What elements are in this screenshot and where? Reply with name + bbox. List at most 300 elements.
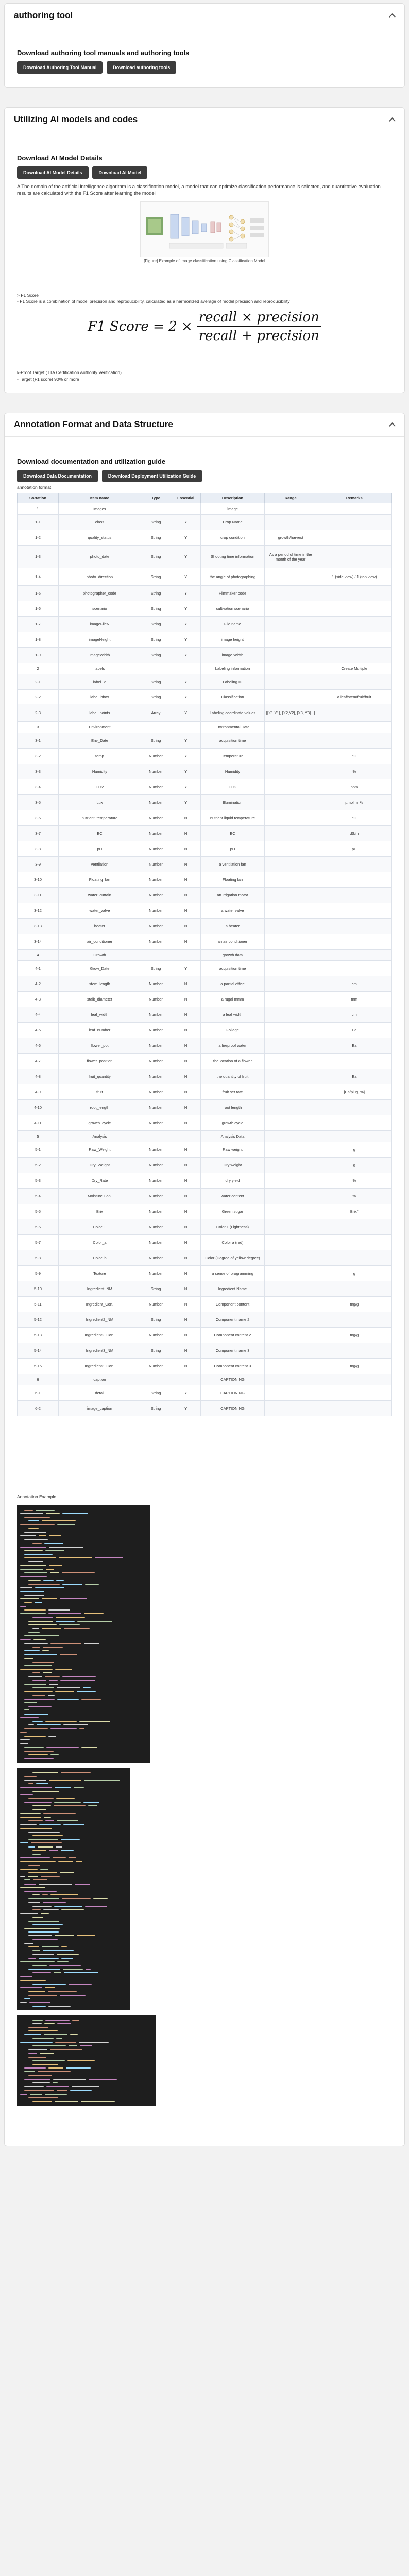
code-line-mark xyxy=(59,1557,93,1558)
table-cell: Component content 3 xyxy=(201,1359,265,1374)
code-line-mark xyxy=(20,1513,43,1514)
table-cell: Number xyxy=(141,810,171,826)
code-line-mark xyxy=(20,1547,46,1548)
table-cell: Labeling information xyxy=(201,663,265,674)
code-line-mark xyxy=(28,1865,40,1866)
code-line-mark xyxy=(54,1906,82,1907)
table-cell: a ventilation fan xyxy=(201,857,265,872)
table-cell: Ea xyxy=(317,1069,391,1084)
table-cell: 1-3 xyxy=(18,546,59,568)
table-cell: Color L (Lightness) xyxy=(201,1219,265,1235)
table-cell: String xyxy=(141,530,171,546)
table-cell: N xyxy=(171,903,201,919)
table-cell xyxy=(264,601,317,617)
table-cell: 3-5 xyxy=(18,795,59,810)
table-cell: Number xyxy=(141,888,171,903)
download-data-doc-button[interactable]: Download Data Documentation xyxy=(17,470,98,482)
table-cell xyxy=(264,1173,317,1189)
table-cell: String xyxy=(141,586,171,601)
code-line-mark xyxy=(49,1684,58,1685)
table-cell: leaf_width xyxy=(58,1007,141,1023)
table-cell xyxy=(264,764,317,779)
code-line-mark xyxy=(77,1691,95,1692)
code-line-mark xyxy=(55,1787,71,1788)
table-cell xyxy=(317,934,391,950)
annotation-example-image-1 xyxy=(17,1505,150,1763)
table-cell xyxy=(264,919,317,934)
table-cell xyxy=(264,1158,317,1173)
table-cell: Ingredient_NM xyxy=(58,1281,141,1297)
code-line-mark xyxy=(46,1747,79,1748)
table-cell: mg/g xyxy=(317,1359,391,1374)
code-line-mark xyxy=(56,1621,74,1622)
code-line-mark xyxy=(20,1987,42,1988)
table-cell: Y xyxy=(171,1401,201,1416)
table-row xyxy=(18,1328,392,1343)
table-cell: N xyxy=(171,841,201,857)
classification-figure xyxy=(140,201,269,257)
code-line-mark xyxy=(46,1513,60,1514)
code-line-mark xyxy=(56,2038,62,2039)
code-line-mark xyxy=(81,2101,115,2102)
table-cell xyxy=(171,1374,201,1385)
table-cell: String xyxy=(141,546,171,568)
table-cell: Y xyxy=(171,601,201,617)
code-line-mark xyxy=(28,2030,58,2031)
table-cell: Number xyxy=(141,1266,171,1281)
code-line-mark xyxy=(41,1913,49,1914)
code-line-mark xyxy=(39,1535,46,1536)
table-cell xyxy=(264,857,317,872)
table-cell: Raw weight xyxy=(201,1142,265,1158)
table-cell xyxy=(317,1219,391,1235)
table-cell xyxy=(264,1281,317,1297)
code-line-mark xyxy=(43,1672,52,1673)
table-cell xyxy=(317,601,391,617)
table-cell: µmol m⁻²s xyxy=(317,795,391,810)
table-cell: Y xyxy=(171,764,201,779)
code-line-mark xyxy=(20,1606,26,1607)
table-cell xyxy=(264,1054,317,1069)
table-cell: 3-11 xyxy=(18,888,59,903)
table-cell: Number xyxy=(141,1219,171,1235)
code-line-mark xyxy=(42,1946,59,1947)
code-line-mark xyxy=(50,1643,81,1644)
table-cell: growth cycle xyxy=(201,1115,265,1131)
table-cell: mg/g xyxy=(317,1297,391,1312)
table-cell: 5-1 xyxy=(18,1142,59,1158)
table-cell: Humidity xyxy=(58,764,141,779)
table-cell xyxy=(264,749,317,764)
code-line-mark xyxy=(24,1635,59,1636)
table-row xyxy=(18,674,392,690)
code-line-mark xyxy=(32,1809,46,1810)
code-line-mark xyxy=(95,1557,123,1558)
code-line-mark xyxy=(20,1639,31,1640)
table-cell xyxy=(317,872,391,888)
download-tools-button[interactable]: Download authoring tools xyxy=(107,61,176,74)
table-cell: CO2 xyxy=(58,779,141,795)
table-row xyxy=(18,1158,392,1173)
code-line-mark xyxy=(24,1572,47,1573)
code-line-mark xyxy=(70,2034,78,2035)
table-row xyxy=(18,826,392,841)
code-line-mark xyxy=(56,1798,75,1799)
code-line-mark xyxy=(20,1976,32,1977)
code-line-mark xyxy=(69,1857,76,1858)
code-line-mark xyxy=(28,1632,40,1633)
section-title: Utilizing AI models and codes xyxy=(14,114,138,124)
table-cell: String xyxy=(141,568,171,586)
code-line-mark xyxy=(86,1969,91,1970)
table-cell: N xyxy=(171,857,201,872)
table-cell: Temperature xyxy=(201,749,265,764)
code-line-mark xyxy=(85,1584,99,1585)
code-line-mark xyxy=(80,2045,92,2046)
download-model-button[interactable]: Download AI Model xyxy=(92,166,147,179)
table-cell: 3-13 xyxy=(18,919,59,934)
table-cell: acquisition time xyxy=(201,961,265,976)
code-line-mark xyxy=(24,1539,48,1540)
table-cell xyxy=(317,733,391,749)
code-line-mark xyxy=(32,1909,41,1910)
table-row xyxy=(18,1385,392,1401)
code-line-mark xyxy=(28,1580,41,1581)
table-cell: 5-9 xyxy=(18,1266,59,1281)
code-line-mark xyxy=(28,1520,39,1521)
table-cell: Number xyxy=(141,1173,171,1189)
table-cell: Grow_Date xyxy=(58,961,141,976)
table-row xyxy=(18,779,392,795)
code-line-mark xyxy=(93,1898,108,1899)
table-cell: Y xyxy=(171,530,201,546)
table-cell: 5-7 xyxy=(18,1235,59,1250)
code-line-mark xyxy=(28,1969,60,1970)
table-cell xyxy=(317,722,391,733)
table-cell: Brix° xyxy=(317,1204,391,1219)
table-cell xyxy=(264,1115,317,1131)
table-cell: cultivation scenario xyxy=(201,601,265,617)
table-cell xyxy=(264,690,317,704)
code-line-mark xyxy=(85,1906,107,1907)
code-line-mark xyxy=(49,1850,58,1851)
code-line-mark xyxy=(49,1680,58,1681)
code-line-mark xyxy=(32,1939,58,1940)
table-cell: Y xyxy=(171,733,201,749)
table-cell: 2-3 xyxy=(18,704,59,722)
code-line-mark xyxy=(24,1557,56,1558)
table-cell: N xyxy=(171,1189,201,1204)
table-cell: 3 xyxy=(18,722,59,733)
table-cell: air_conditioner xyxy=(58,934,141,950)
table-cell: root_length xyxy=(58,1100,141,1115)
table-cell: Lux xyxy=(58,795,141,810)
code-line-mark xyxy=(48,1991,76,1992)
code-line-mark xyxy=(58,1861,73,1862)
table-cell: ventilation xyxy=(58,857,141,872)
table-cell: String xyxy=(141,1281,171,1297)
table-cell: 2 xyxy=(18,663,59,674)
table-cell: Env_Date xyxy=(58,733,141,749)
table-row xyxy=(18,546,392,568)
download-tool-manual-button[interactable]: Download Authoring Tool Manual xyxy=(17,61,103,74)
code-line-mark xyxy=(20,1980,46,1981)
table-cell: dS/m xyxy=(317,826,391,841)
table-cell: Component content 2 xyxy=(201,1328,265,1343)
table-cell: EC xyxy=(201,826,265,841)
code-line-mark xyxy=(57,1820,79,1821)
code-line-mark xyxy=(20,1857,50,1858)
table-cell: water_valve xyxy=(58,903,141,919)
table-cell xyxy=(317,1054,391,1069)
table-cell: String xyxy=(141,648,171,663)
table-row xyxy=(18,503,392,515)
table-cell: Number xyxy=(141,795,171,810)
table-cell xyxy=(317,919,391,934)
table-cell: 5-10 xyxy=(18,1281,59,1297)
code-line-mark xyxy=(32,1662,54,1663)
table-cell: N xyxy=(171,1100,201,1115)
code-line-mark xyxy=(43,1950,74,1951)
code-line-mark xyxy=(33,1879,47,1880)
code-line-mark xyxy=(28,1872,57,1873)
code-line-mark xyxy=(28,2049,47,2050)
table-cell: N xyxy=(171,934,201,950)
table-cell: Number xyxy=(141,976,171,992)
table-cell xyxy=(317,857,391,872)
code-line-mark xyxy=(20,1817,41,1818)
table-cell: g xyxy=(317,1158,391,1173)
table-cell: Number xyxy=(141,1189,171,1204)
table-cell: 3-4 xyxy=(18,779,59,795)
code-line-mark xyxy=(70,2090,92,2091)
example-label: Annotation Example xyxy=(17,1494,57,1500)
table-cell xyxy=(317,1115,391,1131)
code-line-mark xyxy=(24,1736,46,1737)
f1-description: - F1 Score is a combination of model precision and reproducibility, calculated as a harmonized average of model precision and reproducibility xyxy=(17,298,290,304)
code-line-mark xyxy=(28,2097,58,2098)
download-model-details-button[interactable]: Download AI Model Details xyxy=(17,166,89,179)
code-line-mark xyxy=(28,1820,43,1821)
code-line-mark xyxy=(32,1628,39,1629)
code-line-mark xyxy=(24,1802,52,1803)
table-row xyxy=(18,1084,392,1100)
table-cell: Dry_Weight xyxy=(58,1158,141,1173)
code-line-mark xyxy=(24,1928,60,1929)
table-cell: EC xyxy=(58,826,141,841)
table-cell xyxy=(264,810,317,826)
code-line-mark xyxy=(20,1813,41,1814)
table-cell: Texture xyxy=(58,1266,141,1281)
code-line-mark xyxy=(20,1961,55,1962)
table-cell: 6-1 xyxy=(18,1385,59,1401)
column-header: Sortation xyxy=(18,493,59,503)
table-cell: N xyxy=(171,1158,201,1173)
table-cell: 4-10 xyxy=(18,1100,59,1115)
table-cell xyxy=(317,1250,391,1266)
table-cell: 1-4 xyxy=(18,568,59,586)
code-line-mark xyxy=(20,2042,53,2043)
table-row xyxy=(18,976,392,992)
table-cell xyxy=(264,1007,317,1023)
table-cell: leaf_number xyxy=(58,1023,141,1038)
code-line-mark xyxy=(24,1650,40,1651)
table-cell: 4-6 xyxy=(18,1038,59,1054)
ai-models-header[interactable] xyxy=(5,108,404,131)
table-cell: 5-12 xyxy=(18,1312,59,1328)
code-line-mark xyxy=(36,1510,55,1511)
code-line-mark xyxy=(62,1584,83,1585)
table-cell: N xyxy=(171,919,201,934)
table-cell xyxy=(171,950,201,961)
code-line-mark xyxy=(60,1598,87,1599)
code-line-mark xyxy=(20,1869,38,1870)
code-line-mark xyxy=(24,1517,50,1518)
annotation-header[interactable] xyxy=(5,413,404,437)
table-cell: Color_L xyxy=(58,1219,141,1235)
chevron-up-icon[interactable] xyxy=(389,116,395,123)
table-cell xyxy=(171,663,201,674)
code-line-mark xyxy=(24,1780,46,1781)
table-cell: flower_position xyxy=(58,1054,141,1069)
code-line-mark xyxy=(62,1572,95,1573)
table-cell: a partial office xyxy=(201,976,265,992)
code-line-mark xyxy=(32,1894,40,1895)
table-cell: Ea xyxy=(317,1038,391,1054)
table-cell: 5-15 xyxy=(18,1359,59,1374)
table-cell: N xyxy=(171,872,201,888)
table-cell: 4-2 xyxy=(18,976,59,992)
table-cell: Number xyxy=(141,1250,171,1266)
table-cell: Image xyxy=(201,503,265,515)
table-cell: Number xyxy=(141,749,171,764)
table-cell: Y xyxy=(171,546,201,568)
code-line-mark xyxy=(32,1984,66,1985)
table-cell: ppm xyxy=(317,779,391,795)
code-line-mark xyxy=(56,1846,62,1848)
table-cell: heater xyxy=(58,919,141,934)
table-row xyxy=(18,1297,392,1312)
code-line-mark xyxy=(28,1876,38,1877)
table-cell: N xyxy=(171,1115,201,1131)
table-cell: N xyxy=(171,810,201,826)
code-line-mark xyxy=(20,1565,46,1566)
chevron-up-icon[interactable] xyxy=(389,12,395,19)
table-cell: % xyxy=(317,1189,391,1204)
code-line-mark xyxy=(20,1669,53,1670)
code-line-mark xyxy=(63,1969,83,1970)
code-line-mark xyxy=(28,2053,37,2054)
code-line-mark xyxy=(32,1680,46,1681)
table-cell: Ingredient3_Con. xyxy=(58,1359,141,1374)
table-cell: Create Multiple xyxy=(317,663,391,674)
code-line-mark xyxy=(28,1798,54,1799)
table-row xyxy=(18,663,392,674)
table-cell: N xyxy=(171,1297,201,1312)
table-cell: String xyxy=(141,674,171,690)
table-row xyxy=(18,601,392,617)
code-line-mark xyxy=(45,1721,76,1722)
code-line-mark xyxy=(44,1817,51,1818)
code-line-mark xyxy=(20,1828,52,1829)
code-line-mark xyxy=(32,1543,42,1544)
code-line-mark xyxy=(61,1839,80,1840)
table-cell: flower_pot xyxy=(58,1038,141,1054)
table-cell: Labeling ID xyxy=(201,674,265,690)
code-line-mark xyxy=(28,1958,36,1959)
table-cell: imageHeight xyxy=(58,632,141,648)
code-line-mark xyxy=(24,1691,53,1692)
table-cell: Number xyxy=(141,1297,171,1312)
table-cell: Number xyxy=(141,992,171,1007)
table-cell: String xyxy=(141,733,171,749)
code-line-mark xyxy=(50,1754,59,1755)
code-line-mark xyxy=(55,1669,72,1670)
code-line-mark xyxy=(32,1954,54,1955)
code-line-mark xyxy=(28,2075,52,2076)
table-cell: an air conditioner xyxy=(201,934,265,950)
code-line-mark xyxy=(83,1687,91,1688)
code-line-mark xyxy=(32,1917,43,1918)
table-row xyxy=(18,722,392,733)
code-line-mark xyxy=(24,1595,44,1596)
table-cell: root length xyxy=(201,1100,265,1115)
table-cell: 3-7 xyxy=(18,826,59,841)
table-cell: 5-5 xyxy=(18,1204,59,1219)
chevron-up-icon[interactable] xyxy=(389,421,395,428)
target-value: - Target (F1 score) 90% or more xyxy=(17,376,79,382)
code-line-mark xyxy=(28,1783,33,1784)
code-line-mark xyxy=(20,1842,28,1843)
table-cell: Floating fan xyxy=(201,872,265,888)
table-cell xyxy=(264,617,317,632)
code-line-mark xyxy=(46,1569,54,1570)
code-line-mark xyxy=(28,1832,60,1833)
table-cell: water_curtain xyxy=(58,888,141,903)
table-cell xyxy=(264,872,317,888)
table-cell: Growth xyxy=(58,950,141,961)
table-cell: File name xyxy=(201,617,265,632)
table-row xyxy=(18,568,392,586)
table-cell: CAPTIONING xyxy=(201,1385,265,1401)
table-cell xyxy=(317,950,391,961)
code-line-mark xyxy=(28,1624,57,1625)
code-line-mark xyxy=(32,2101,52,2102)
table-cell: fruit xyxy=(58,1084,141,1100)
table-cell xyxy=(317,1100,391,1115)
table-row xyxy=(18,733,392,749)
code-line-mark xyxy=(32,1772,58,1773)
table-cell: °C xyxy=(317,749,391,764)
code-line-mark xyxy=(89,2079,117,2080)
table-cell: 2-1 xyxy=(18,674,59,690)
table-cell: N xyxy=(171,992,201,1007)
authoring-tool-header[interactable] xyxy=(5,4,404,27)
table-cell: a rugal mmm xyxy=(201,992,265,1007)
table-cell: N xyxy=(171,826,201,841)
table-cell: String xyxy=(141,1312,171,1328)
table-cell: Y xyxy=(171,568,201,586)
column-header: Type xyxy=(141,493,171,503)
code-line-mark xyxy=(32,1805,51,1806)
table-cell xyxy=(141,1374,171,1385)
table-cell: % xyxy=(317,1173,391,1189)
code-line-mark xyxy=(48,1695,55,1696)
download-guide-button[interactable]: Download Deployment Utilization Guide xyxy=(102,470,202,482)
code-line-mark xyxy=(40,2053,55,2054)
code-line-mark xyxy=(28,1621,53,1622)
table-cell: temp xyxy=(58,749,141,764)
